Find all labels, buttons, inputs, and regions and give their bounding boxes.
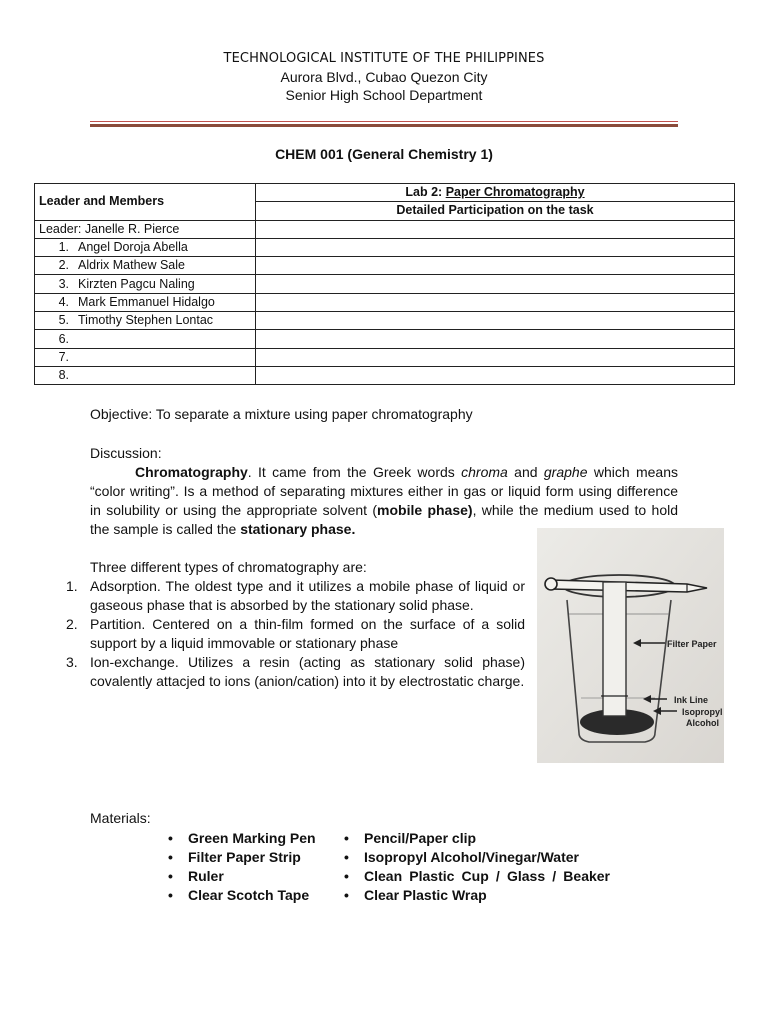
- table-row: [35, 348, 735, 366]
- list-item: • Green Marking Pen: [168, 830, 316, 846]
- chromatography-types-list: [66, 577, 525, 691]
- term-mobile-phase: mobile phase): [377, 502, 473, 518]
- department-name: Senior High School Department: [285, 87, 483, 103]
- materials-list-right: [340, 829, 610, 905]
- list-item: 2. Partition. Centered on a thin-film formed on the surface of a solid support by a liquid immovable or stationary phase: [66, 616, 525, 651]
- list-item: • Filter Paper Strip: [168, 849, 301, 865]
- term-chroma: chroma: [461, 464, 508, 480]
- table-row: [35, 220, 735, 238]
- member-name: Mark Emmanuel Hidalgo: [78, 294, 215, 309]
- label-isopropyl: Isopropyl: [682, 707, 723, 717]
- table-row: [35, 312, 735, 330]
- materials-label: Materials:: [90, 810, 151, 826]
- table-row: [35, 293, 735, 311]
- member-cell: 4. Mark Emmanuel Hidalgo: [35, 293, 256, 311]
- discussion-label: Discussion:: [90, 445, 162, 461]
- table-row: [35, 257, 735, 275]
- list-item: 3. Ion-exchange. Utilizes a resin (acting as stationary solid phase) covalently attacjed to ions (anion/cation) into it by electrostatic charge.: [66, 654, 525, 689]
- course-title: CHEM 001 (General Chemistry 1): [275, 146, 493, 162]
- member-cell: 1. Angel Doroja Abella: [35, 238, 256, 256]
- list-item: • Isopropyl Alcohol/Vinegar/Water: [344, 849, 579, 865]
- participation-cell: [256, 348, 735, 366]
- term-stationary-phase: stationary phase.: [240, 521, 356, 537]
- label-alcohol: Alcohol: [686, 718, 719, 728]
- lab-title: Lab 2: Paper Chromatography: [256, 184, 735, 202]
- members-table: [34, 183, 735, 385]
- cup-diagram: [537, 528, 724, 763]
- institution-name: TECHNOLOGICAL INSTITUTE OF THE PHILIPPINES: [223, 51, 545, 66]
- lab-title-name: Paper Chromatography: [445, 185, 585, 200]
- member-cell: 2. Aldrix Mathew Sale: [35, 257, 256, 275]
- participation-cell: [256, 220, 735, 238]
- list-item: • Clean Plastic Cup / Glass / Beaker: [344, 868, 610, 884]
- members-column-header: Leader and Members: [35, 184, 256, 221]
- discussion-paragraph: Chromatography. It came from the Greek words chroma and graphe which means “color writing”. Is a method of separating mixtures either in gas or liquid form using difference in solubility or using the appropriate solvent (mobile phase), while the medium used to hold the sample is called the stationary phase.: [90, 464, 679, 537]
- table-row: [35, 366, 735, 384]
- participation-cell: [256, 238, 735, 256]
- table-row: [35, 238, 735, 256]
- term-graphe: graphe: [543, 464, 588, 480]
- participation-cell: [256, 312, 735, 330]
- leader-cell: Leader: Janelle R. Pierce: [35, 220, 256, 238]
- participation-cell: [256, 257, 735, 275]
- objective: Objective: To separate a mixture using paper chromatography: [90, 406, 473, 422]
- list-item: • Ruler: [168, 868, 224, 884]
- list-item: • Pencil/Paper clip: [344, 830, 477, 846]
- participation-cell: [256, 293, 735, 311]
- member-cell: 6.: [35, 330, 256, 348]
- member-name: Timothy Stephen Lontac: [78, 313, 214, 328]
- list-item: • Clear Scotch Tape: [168, 887, 310, 903]
- list-item: • Clear Plastic Wrap: [344, 887, 487, 903]
- header-rule-thin: [90, 121, 678, 122]
- member-cell: 3. Kirzten Pagcu Naling: [35, 275, 256, 293]
- participation-cell: [256, 330, 735, 348]
- label-ink-line: Ink Line: [674, 695, 709, 705]
- member-name: Aldrix Mathew Sale: [78, 258, 185, 273]
- member-name: Kirzten Pagcu Naling: [78, 276, 195, 291]
- participation-cell: [256, 275, 735, 293]
- document-header: [0, 50, 768, 104]
- institution-address: Aurora Blvd., Cubao Quezon City: [280, 69, 488, 85]
- chromatography-setup-figure: [537, 528, 724, 763]
- member-name: Angel Doroja Abella: [78, 240, 188, 255]
- member-cell: 7.: [35, 348, 256, 366]
- list-item: 1. Adsorption. The oldest type and it utilizes a mobile phase of liquid or gaseous phase that is absorbed by the stationary solid phase.: [66, 578, 525, 613]
- table-row: [35, 330, 735, 348]
- table-row: [35, 275, 735, 293]
- materials-list-left: [164, 829, 334, 905]
- member-cell: 5. Timothy Stephen Lontac: [35, 312, 256, 330]
- term-chromatography: Chromatography: [135, 464, 248, 480]
- participation-cell: [256, 366, 735, 384]
- participation-header: Detailed Participation on the task: [256, 202, 735, 220]
- types-intro: Three different types of chromatography are:: [90, 559, 367, 575]
- label-filter-paper: Filter Paper: [667, 639, 717, 649]
- member-cell: 8.: [35, 366, 256, 384]
- header-rule-thick: [90, 124, 678, 127]
